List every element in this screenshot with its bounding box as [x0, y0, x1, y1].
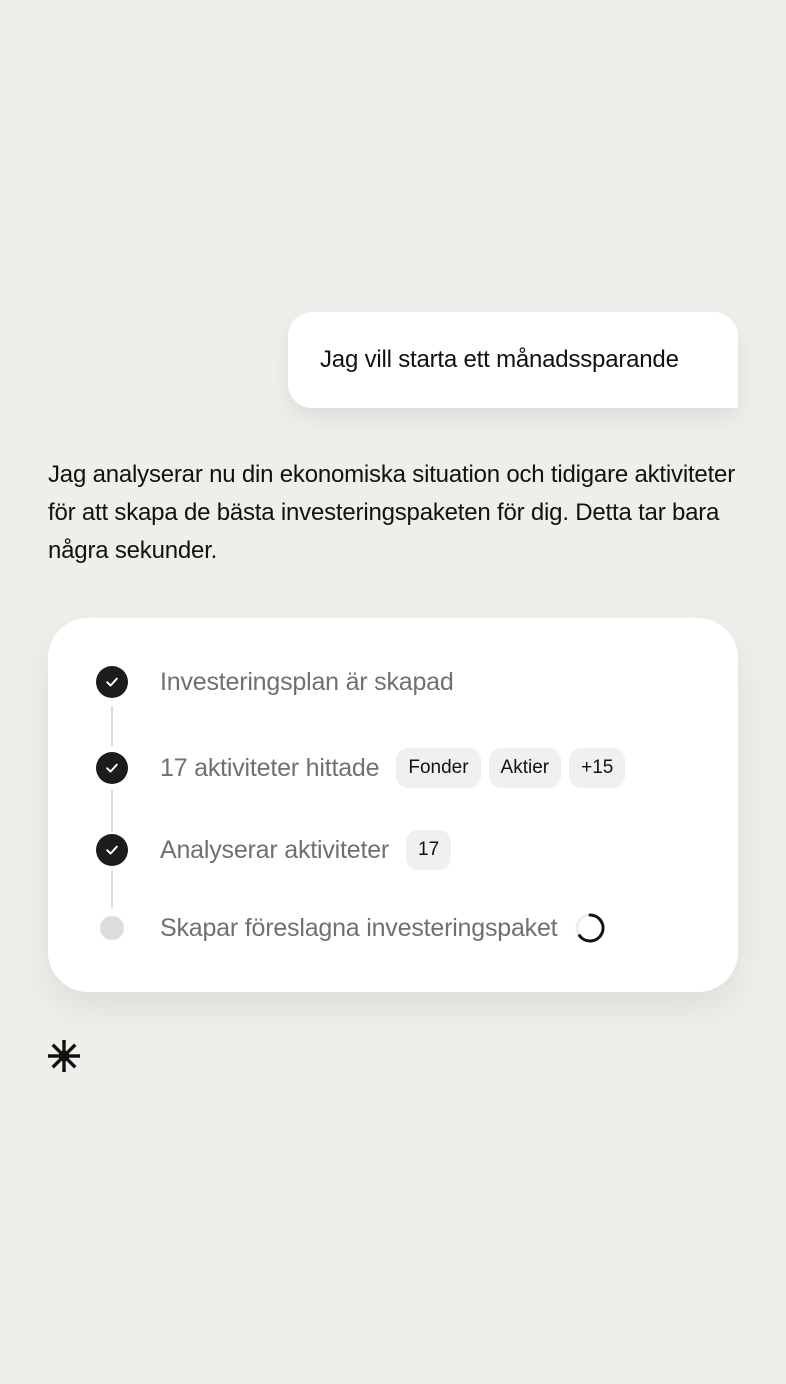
user-message-text: Jag vill starta ett månadssparande: [320, 346, 679, 373]
user-message-bubble: [288, 312, 738, 408]
spinner-icon: [573, 911, 607, 945]
chip-more-count[interactable]: +15: [569, 748, 625, 788]
progress-step-activities-found: [96, 748, 625, 788]
progress-step-analyzing: [96, 830, 451, 870]
step-label: Skapar föreslagna investeringspaket: [160, 913, 558, 942]
progress-card: [48, 618, 738, 992]
check-icon: [96, 834, 128, 866]
step-label: Analyserar aktiviteter: [160, 835, 390, 864]
step-connector: [111, 790, 113, 832]
chip-aktier[interactable]: Aktier: [489, 748, 562, 788]
pending-dot-icon: [100, 916, 124, 940]
chip-fonder[interactable]: Fonder: [396, 748, 480, 788]
step-connector: [111, 706, 113, 746]
step-label: 17 aktiviteter hittade: [160, 753, 380, 782]
asterisk-icon: [46, 1038, 82, 1074]
assistant-message-text: Jag analyserar nu din ekonomiska situation och tidigare aktiviteter för att skapa de bästa investeringspaketen för dig. Detta tar bara några sekunder.: [48, 461, 735, 564]
activity-count-badge: 17: [406, 830, 451, 870]
check-icon: [96, 666, 128, 698]
check-icon: [96, 752, 128, 784]
step-label: Investeringsplan är skapad: [160, 667, 454, 696]
progress-step-plan-created: [96, 662, 454, 702]
step-connector: [111, 870, 113, 908]
progress-step-creating-packages: [96, 908, 607, 948]
